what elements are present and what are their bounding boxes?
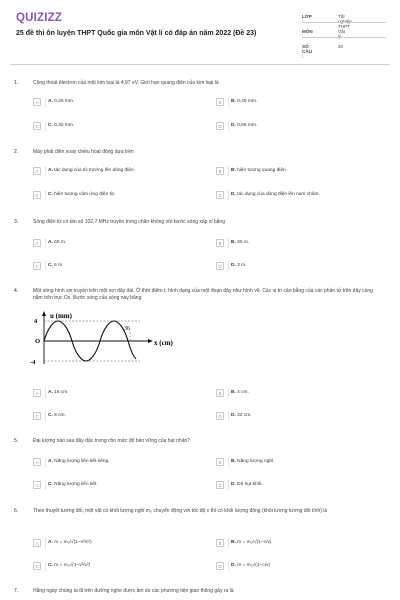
option-text: [48, 482, 98, 487]
option-text: [231, 540, 271, 545]
option-divider: [228, 388, 229, 398]
option-letter-badge: C: [33, 481, 41, 489]
option-letter-badge: B: [216, 98, 224, 106]
mark-label: 36: [124, 326, 130, 332]
worksheet-header: [0, 0, 400, 62]
option-value: Độ hụt khối.: [237, 482, 263, 487]
option-value: 60 m.: [54, 240, 67, 245]
option-d[interactable]: [216, 261, 384, 271]
option-letter-badge: B: [216, 539, 224, 547]
option-divider: [45, 411, 46, 421]
option-value: Năng lượng liên kết riêng.: [54, 459, 110, 464]
option-value: Năng lượng nghỉ.: [237, 459, 275, 464]
option-value: hiện tượng quang điện.: [237, 168, 287, 173]
option-value: 8 cm.: [54, 413, 66, 418]
option-divider: [228, 238, 229, 248]
option-label: D.: [231, 192, 236, 197]
option-value: 6 m.: [54, 263, 64, 268]
y-top-label: 4: [34, 318, 38, 325]
option-a[interactable]: [33, 238, 201, 248]
option-value: 0,65 mm.: [237, 123, 258, 128]
option-letter-badge: B: [216, 389, 224, 397]
option-value: 3 m.: [237, 263, 247, 268]
question-number: 4.: [14, 288, 19, 294]
option-c[interactable]: [33, 480, 201, 490]
option-a[interactable]: [33, 457, 201, 467]
y-bottom-label: -4: [30, 359, 36, 366]
option-text: [231, 168, 287, 173]
option-value: 32 cm.: [237, 413, 252, 418]
option-divider: [228, 538, 229, 548]
option-label: C.: [48, 263, 53, 268]
option-letter-badge: A: [33, 458, 41, 466]
option-value: Năng lượng liên kết.: [54, 482, 98, 487]
option-letter-badge: D: [216, 412, 224, 420]
question-number: 7.: [14, 588, 19, 594]
origin-label: O: [35, 338, 41, 345]
option-letter-badge: A: [33, 539, 41, 547]
option-letter-badge: B: [216, 458, 224, 466]
option-letter-badge: C: [33, 122, 41, 130]
option-letter-badge: C: [33, 262, 41, 270]
option-b[interactable]: [216, 538, 384, 548]
question-number: 1.: [14, 80, 19, 86]
option-divider: [228, 166, 229, 176]
option-label: D.: [231, 413, 236, 418]
option-text: [48, 123, 74, 128]
option-d[interactable]: [216, 561, 384, 571]
option-label: C.: [48, 192, 53, 197]
option-c[interactable]: [33, 190, 201, 200]
option-divider: [45, 261, 46, 271]
header-divider: [10, 64, 390, 65]
y-axis-arrow: [42, 311, 46, 316]
wave-figure: [30, 310, 190, 368]
option-c[interactable]: [33, 121, 201, 131]
option-text: [231, 390, 249, 395]
option-divider: [228, 97, 229, 107]
option-text: [48, 459, 110, 464]
option-label: C.: [48, 413, 53, 418]
option-divider: [228, 561, 229, 571]
option-divider: [228, 261, 229, 271]
meta-underline: [302, 22, 386, 23]
question-text: Công thoát êlectron của một kim loại là 4,97 eV. Giới hạn quang điện của kim loại là: [33, 80, 219, 86]
option-a[interactable]: [33, 97, 201, 107]
question-text: Sóng điện từ có tần số 102,7 MHz truyền trong chân không với bước sóng xấp xỉ bằng: [33, 219, 225, 225]
option-letter-badge: D: [216, 481, 224, 489]
option-label: C.: [48, 482, 53, 487]
x-axis-arrow: [148, 339, 153, 343]
meta-key: SỐ CÂU :: [302, 44, 312, 59]
question-number: 6.: [14, 508, 19, 514]
option-divider: [228, 121, 229, 131]
option-label: B.: [231, 540, 236, 545]
page-title: 25 đề thi ôn luyện THPT Quốc gia môn Vật lí có đáp án năm 2022 (Đề 23): [16, 30, 257, 37]
option-value: 0,25 mm.: [54, 99, 75, 104]
option-divider: [45, 561, 46, 571]
option-label: A.: [48, 540, 53, 545]
option-text: [231, 482, 263, 487]
option-b[interactable]: [216, 97, 384, 107]
option-text: [48, 390, 69, 395]
option-letter-badge: A: [33, 98, 41, 106]
option-divider: [45, 121, 46, 131]
option-b[interactable]: [216, 457, 384, 467]
quizizz-logo: QUIZIZZ: [16, 12, 63, 24]
question-number: 3.: [14, 219, 19, 225]
meta-value: Tốt nghiệp THPT: [338, 14, 352, 29]
option-text: [231, 413, 252, 418]
option-divider: [45, 97, 46, 107]
option-letter-badge: D: [216, 562, 224, 570]
option-d[interactable]: [216, 190, 384, 200]
option-b[interactable]: [216, 166, 384, 176]
option-divider: [45, 190, 46, 200]
option-text: [231, 192, 320, 197]
option-label: B.: [231, 168, 236, 173]
option-label: D.: [231, 563, 236, 568]
option-label: A.: [48, 390, 53, 395]
option-divider: [228, 411, 229, 421]
option-text: [48, 263, 64, 268]
option-label: C.: [48, 563, 53, 568]
option-divider: [228, 190, 229, 200]
option-c[interactable]: [33, 411, 201, 421]
option-label: B.: [231, 240, 236, 245]
option-value: 0,32 mm.: [54, 123, 75, 128]
option-text: [231, 459, 274, 464]
option-value: tác dụng của dòng điện lên nam châm.: [237, 192, 320, 197]
option-value: 0,45 mm.: [237, 99, 258, 104]
question-number: 5.: [14, 438, 19, 444]
option-divider: [45, 480, 46, 490]
option-text: [231, 563, 270, 568]
option-value: 4 cm.: [237, 390, 249, 395]
option-formula: m = m₀/√(1−v²/c²): [54, 540, 92, 545]
question-text: Hằng ngày chúng ta đi trên đường nghe được âm do các phương tiện giao thông gây ra là: [33, 588, 234, 594]
option-text: [48, 99, 74, 104]
option-text: [231, 240, 249, 245]
option-letter-badge: A: [33, 167, 41, 175]
question-text: Đại lượng nào sau đây đặc trưng cho mức độ bền vững của hạt nhân?: [33, 438, 191, 444]
option-label: D.: [231, 263, 236, 268]
option-text: [231, 263, 247, 268]
option-label: B.: [231, 390, 236, 395]
option-text: [231, 123, 257, 128]
option-text: [48, 240, 66, 245]
option-formula: m = m₀√(1−v²/c²): [54, 563, 91, 568]
option-a[interactable]: [33, 166, 201, 176]
option-a[interactable]: [33, 538, 201, 548]
option-letter-badge: C: [33, 191, 41, 199]
option-label: A.: [48, 240, 53, 245]
meta-underline: [302, 37, 386, 38]
meta-value: 40: [338, 44, 344, 49]
option-c[interactable]: [33, 561, 201, 571]
option-text: [48, 563, 90, 568]
meta-key: MÔN :: [302, 29, 313, 39]
option-d[interactable]: [216, 411, 384, 421]
option-divider: [45, 166, 46, 176]
question-number: 2.: [14, 149, 19, 155]
option-value: hiện tượng cảm ứng điện từ.: [54, 192, 116, 197]
option-d[interactable]: [216, 121, 384, 131]
option-text: [48, 168, 135, 173]
option-label: A.: [48, 459, 53, 464]
option-divider: [228, 457, 229, 467]
option-text: [48, 540, 92, 545]
option-divider: [45, 238, 46, 248]
option-label: B.: [231, 99, 236, 104]
option-letter-badge: C: [33, 412, 41, 420]
option-divider: [45, 538, 46, 548]
option-value: tác dụng của từ trường lên dòng điện.: [54, 168, 135, 173]
option-formula: m = m₀√(1−c/v): [237, 563, 271, 568]
option-text: [48, 192, 115, 197]
option-letter-badge: B: [216, 167, 224, 175]
option-letter-badge: B: [216, 239, 224, 247]
option-d[interactable]: [216, 480, 384, 490]
option-letter-badge: C: [33, 562, 41, 570]
option-b[interactable]: [216, 388, 384, 398]
option-label: B.: [231, 459, 236, 464]
option-label: A.: [48, 99, 53, 104]
question-text: Máy phát điện xoay chiều hoạt động dựa trên: [33, 149, 134, 155]
option-letter-badge: A: [33, 389, 41, 397]
option-letter-badge: D: [216, 191, 224, 199]
option-divider: [228, 480, 229, 490]
x-axis-label: x (cm): [154, 339, 173, 347]
option-label: A.: [48, 168, 53, 173]
option-a[interactable]: [33, 388, 201, 398]
option-value: 30 m.: [237, 240, 250, 245]
option-letter-badge: A: [33, 239, 41, 247]
option-label: D.: [231, 123, 236, 128]
option-text: [48, 413, 66, 418]
option-letter-badge: D: [216, 122, 224, 130]
meta-value: Vật lý: [338, 29, 345, 39]
option-letter-badge: D: [216, 262, 224, 270]
meta-key: LỚP :: [302, 14, 312, 24]
option-b[interactable]: [216, 238, 384, 248]
option-value: 16 cm.: [54, 390, 69, 395]
option-divider: [45, 457, 46, 467]
option-c[interactable]: [33, 261, 201, 271]
option-label: C.: [48, 123, 53, 128]
option-formula: m = m₀/√(1−c/v): [237, 540, 272, 545]
question-text: Theo thuyết tương đối, một vật có khối lượng nghỉ m₀ chuyển động với tốc độ v thì có khối lượng động (khối lượng tương đối tính) là: [33, 508, 328, 514]
option-text: [231, 99, 257, 104]
question-text: Một sóng hình sin truyền trên một sợi dây dài. Ở thời điểm t, hình dạng của một đoạn dây như hình vẽ. Các vị trí cân bằng của các phần tử trên dây cùng nằm trên trục Ox. Bước sóng của sóng này bằng: [33, 288, 373, 301]
option-label: D.: [231, 482, 236, 487]
y-axis-label: u (mm): [50, 312, 72, 320]
option-divider: [45, 388, 46, 398]
